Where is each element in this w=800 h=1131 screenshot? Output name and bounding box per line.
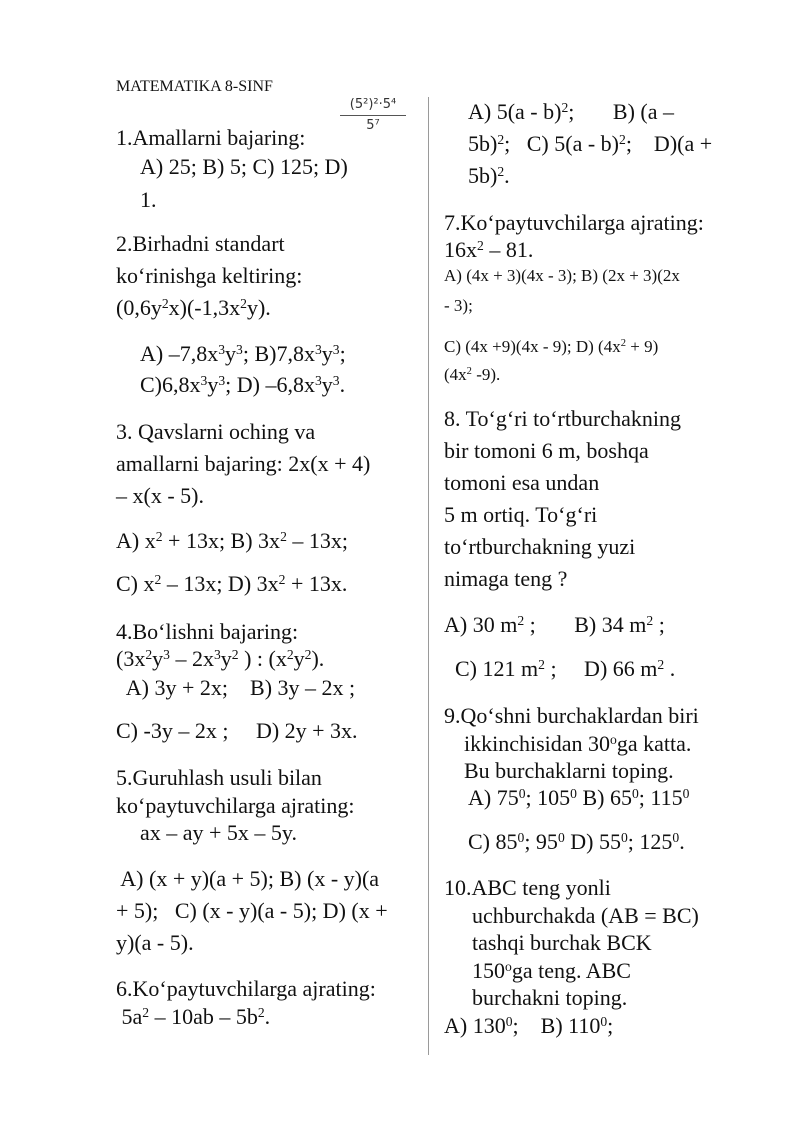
q5-line3: ax – ay + 5x – 5y. <box>140 820 298 845</box>
q5-options-line2: + 5); C) (x - y)(a - 5); D) (x + <box>116 898 388 923</box>
q5-line1: 5.Guruhlash usuli bilan <box>116 765 322 790</box>
q10-options-line1: A) $130^0$; B) $110^0$; <box>444 1013 614 1038</box>
q3-line1: 3. Qavslarni oching va <box>116 419 316 444</box>
q10-line1: 10.ABC teng yonli <box>444 875 611 900</box>
q10-line2: uchburchakda (AB = BC) <box>472 903 699 928</box>
q6-options-line3: 5b)$^2$. <box>468 163 510 188</box>
q6-options-line1: A) 5(a - b)$^2$; B) (a – <box>468 99 674 124</box>
q10-line3: tashqi burchak BCK <box>472 930 652 955</box>
q4-options-line2: C) -3y – 2x ; D) 2y + 3x. <box>116 718 358 743</box>
column-divider <box>428 97 429 1055</box>
fraction-denominator: 5⁷ <box>366 118 380 133</box>
q7-options-line2: - 3); <box>444 296 473 315</box>
q8-line6: nimaga teng ? <box>444 566 568 591</box>
q5-options-line3: y)(a - 5). <box>116 930 194 955</box>
q9-line3: Bu burchaklarni toping. <box>464 758 674 783</box>
q7-line1: 7.Ko‘paytuvchilarga ajrating: <box>444 210 704 235</box>
q3-line2: amallarni bajaring: 2x(x + 4) <box>116 451 371 476</box>
q4-expression: ($3x^2y^3 - 2x^3y^2$ ) : $(x^2y^2)$. <box>116 646 325 671</box>
q2-line1: 2.Birhadni standart <box>116 231 285 256</box>
q1-options-line1: A) 25; B) 5; C) 125; D) <box>140 154 348 179</box>
q8-options-line1: A) 30 $m^2$ ; B) 34 $m^2$ ; <box>444 612 665 637</box>
q3-options-line1: A) $x^2 + 13x$; B) $3x^2 - 13x$; <box>116 528 348 553</box>
fraction-bar <box>340 115 406 116</box>
q8-line5: to‘rtburchakning yuzi <box>444 534 636 559</box>
page-header: MATEMATIKA 8-SINF <box>116 78 273 95</box>
q6-options-line2: 5b)$^2$; C) 5(a - b)$^2$; D)(a + <box>468 131 713 156</box>
q10-line4: 150$^o$ga teng. ABC <box>472 958 631 983</box>
q3-line3: – x(x - 5). <box>116 483 204 508</box>
q5-line2: ko‘paytuvchilarga ajrating: <box>116 793 355 818</box>
q6-line1: 6.Ko‘paytuvchilarga ajrating: <box>116 976 376 1001</box>
q2-expression: $(0,6y^2x)(-1,3x^2y)$. <box>116 295 271 320</box>
q2-options-line1: A) $-7,8x^3y^3$; $B)7,8x^3y^3$; <box>140 341 346 366</box>
q8-line1: 8. To‘g‘ri to‘rtburchakning <box>444 406 681 431</box>
q9-line2: ikkinchisidan 30$^o$ga katta. <box>464 731 692 756</box>
q7-options-line1: A) (4x + 3)(4x - 3); B) (2x + 3)(2x <box>444 266 680 285</box>
q7-expression: $16x^2 - 81$. <box>444 237 534 262</box>
q1-prompt: 1.Amallarni bajaring: <box>116 125 306 150</box>
q5-options-line1: A) (x + y)(a + 5); B) (x - y)(a <box>116 866 380 891</box>
q3-options-line2: C) $x^2 - 13x$; D) $3x^2 + 13x$. <box>116 571 348 596</box>
q1-options-line2: 1. <box>140 187 157 212</box>
q2-line2: ko‘rinishga keltiring: <box>116 263 303 288</box>
q8-line3: tomoni esa undan <box>444 470 600 495</box>
q9-line1: 9.Qo‘shni burchaklardan biri <box>444 703 699 728</box>
q6-expression: $5a^2 - 10ab - 5b^2$. <box>116 1004 271 1029</box>
q4-options-line1: A) 3y + 2x; B) 3y – 2x ; <box>116 675 356 700</box>
q8-line2: bir tomoni 6 m, boshqa <box>444 438 649 463</box>
q7-options-line4: ($4x^2$ -9). <box>444 365 501 384</box>
q2-options-line2: $C)6,8x^3y^3$; D) $-6,8x^3y^3$. <box>140 372 346 397</box>
q8-options-line2: C) 121 $m^2$ ; D) 66 $m^2$ . <box>444 656 676 681</box>
q8-line4: 5 m ortiq. To‘g‘ri <box>444 502 598 527</box>
q10-line5: burchakni toping. <box>472 985 628 1010</box>
q9-options-line2: C) $85^0$; $95^0$ D) $55^0$; $125^0$. <box>468 829 685 854</box>
q7-options-line3: C) (4x +9)(4x - 9); D) $(4x^2 + 9)$ <box>444 337 659 356</box>
q4-line1: 4.Bo‘lishni bajaring: <box>116 619 299 644</box>
q9-options-line1: A) $75^0$; $105^0$ B) $65^0$; $115^0$ <box>468 785 690 810</box>
fraction-numerator: (5²)²·5⁴ <box>349 97 397 112</box>
fraction-expression <box>338 96 408 135</box>
